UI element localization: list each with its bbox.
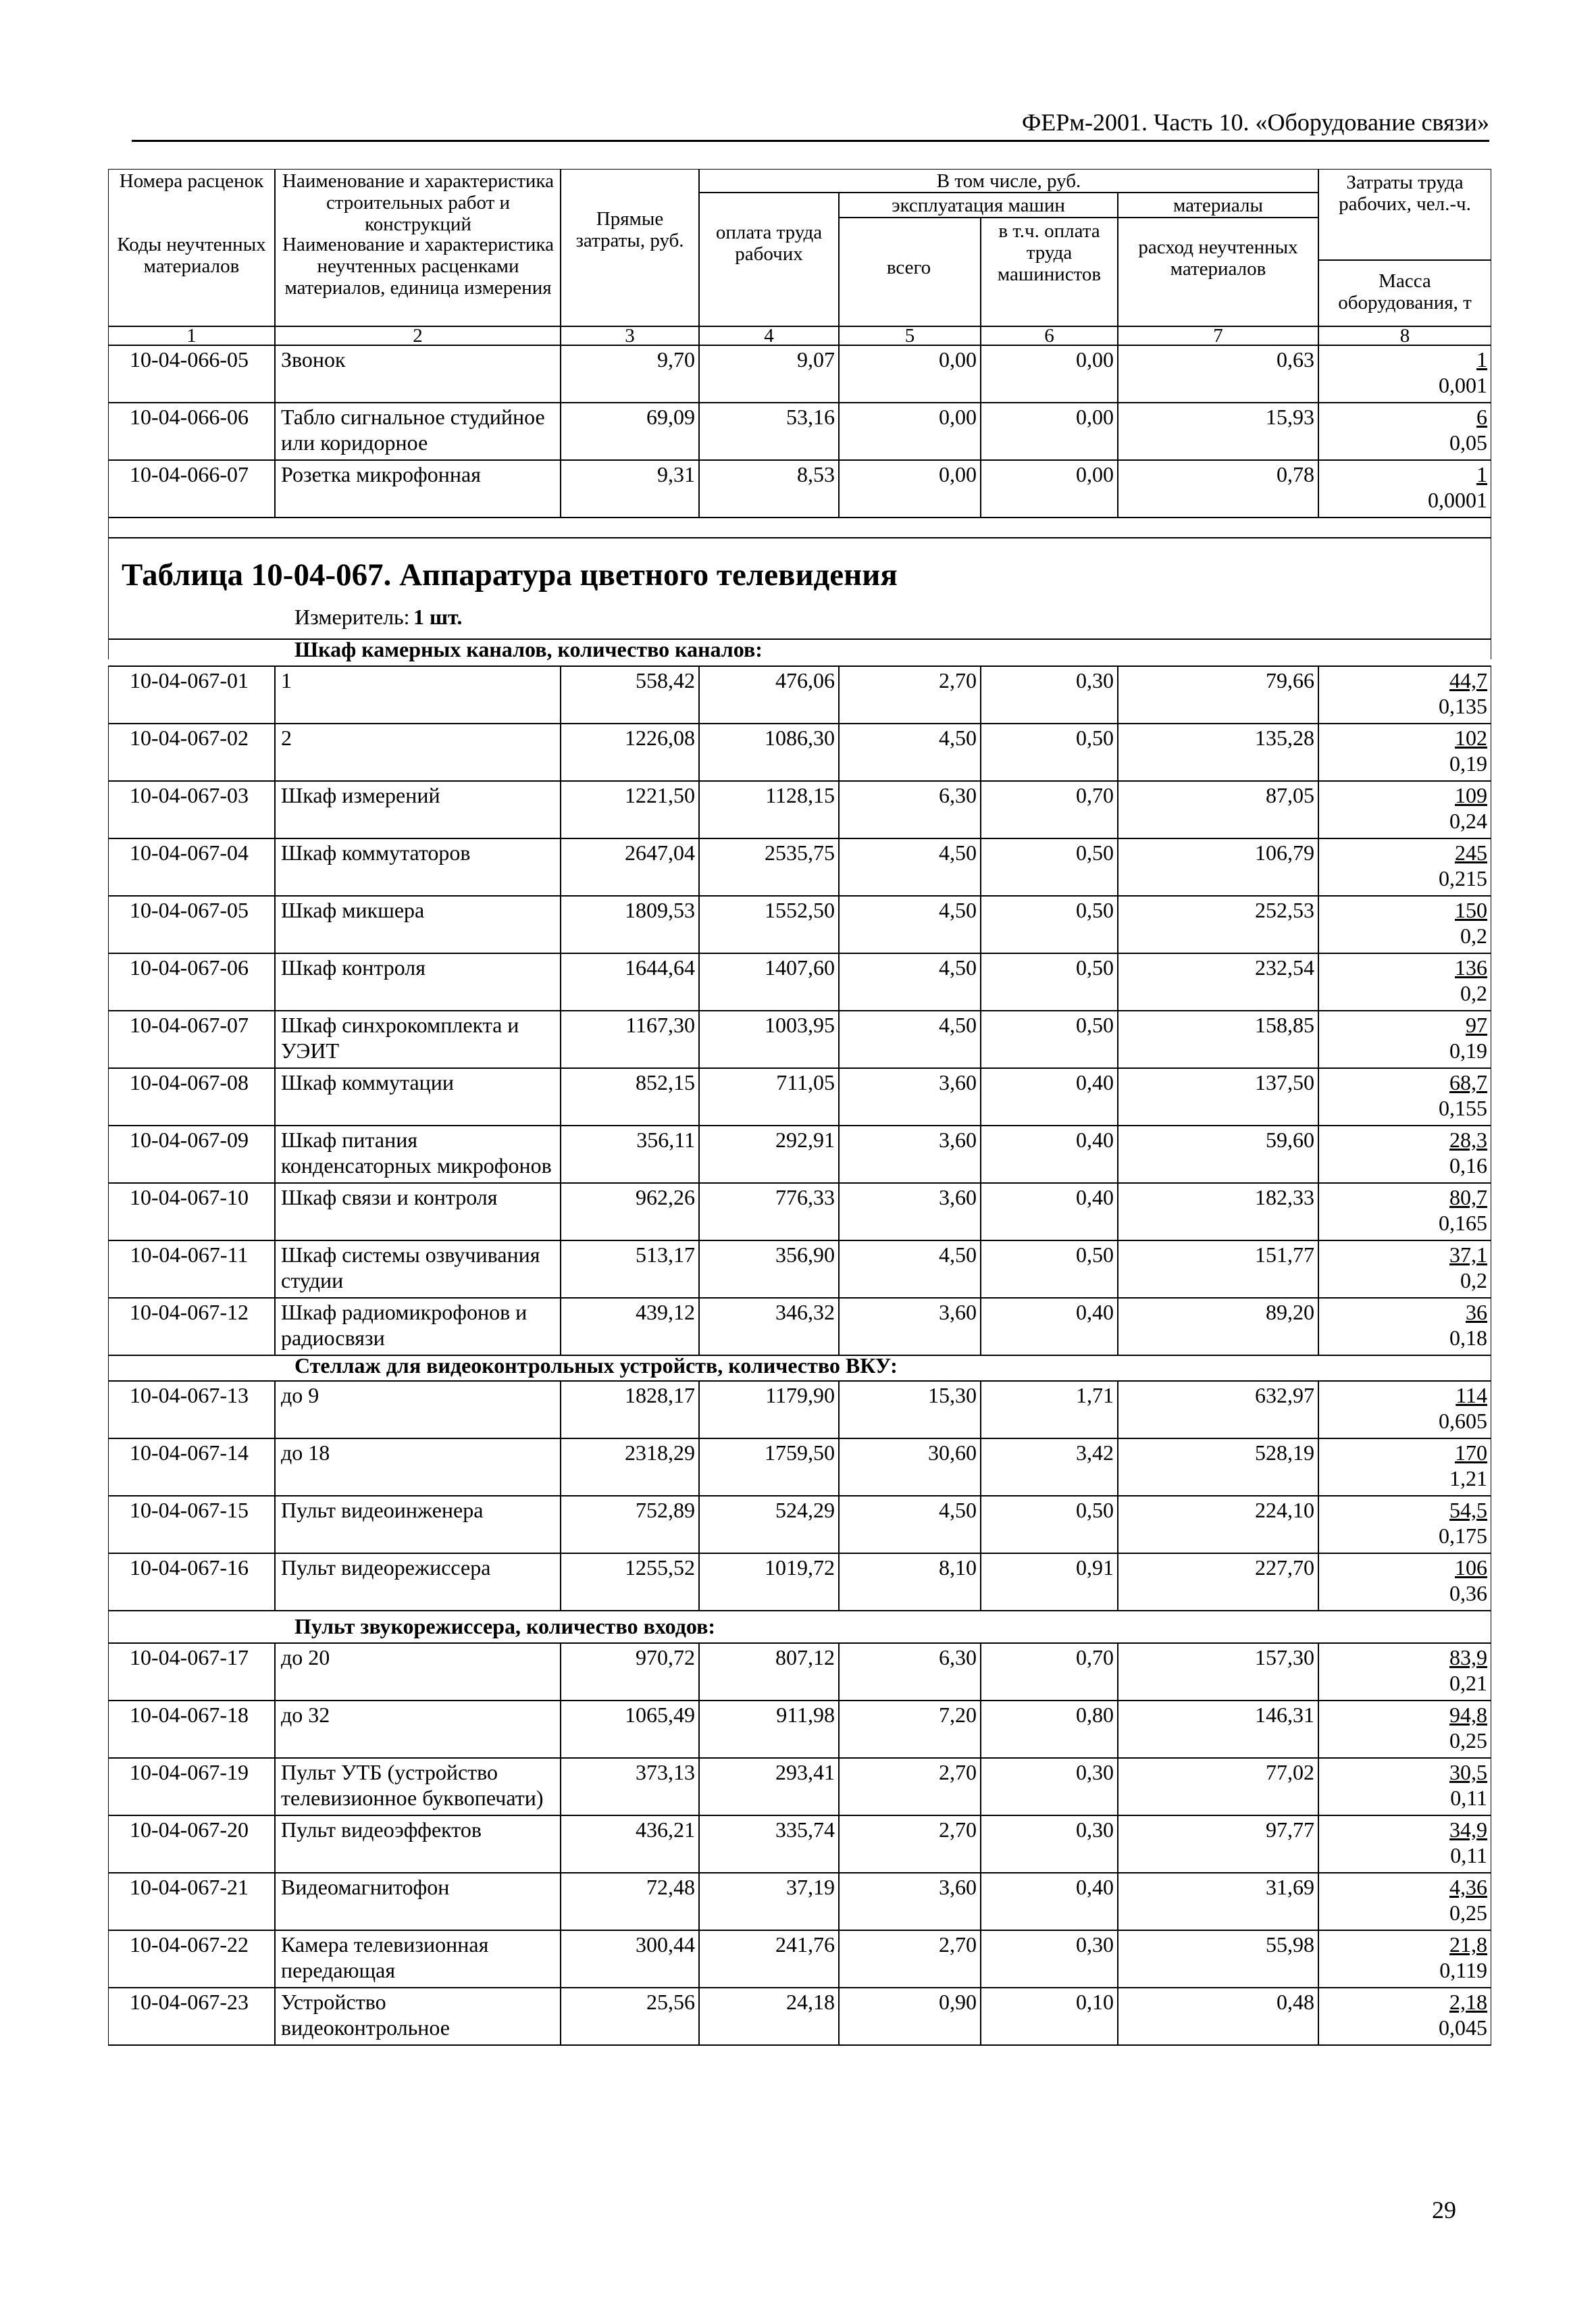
running-header: ФЕРм-2001. Часть 10. «Оборудование связи» bbox=[1021, 109, 1489, 136]
rate-machines: 0,00 bbox=[939, 405, 977, 429]
rate-mass: 0,045 bbox=[1439, 2015, 1487, 2040]
rate-machinists: 0,80 bbox=[1076, 1703, 1114, 1727]
header-direct-costs: Прямые затраты, руб. bbox=[575, 208, 684, 251]
rate-materials: 31,69 bbox=[1266, 1875, 1314, 1899]
header-labor-pay: оплата труда рабочих bbox=[715, 222, 823, 265]
rate-machinists: 0,50 bbox=[1076, 726, 1114, 750]
rate-machines: 8,10 bbox=[939, 1555, 977, 1580]
rate-labor-hours: 68,7 bbox=[1449, 1070, 1487, 1095]
rate-labor-hours: 245 bbox=[1455, 840, 1487, 865]
rate-machines: 6,30 bbox=[939, 783, 977, 807]
rate-materials: 0,63 bbox=[1277, 347, 1314, 372]
rate-machines: 2,70 bbox=[939, 1817, 977, 1842]
header-column-number: 7 bbox=[1213, 325, 1223, 347]
rate-labor-hours: 136 bbox=[1455, 955, 1487, 980]
section-cabinets: Шкаф камерных каналов, количество каналов: bbox=[294, 637, 763, 661]
rate-name: Устройство видеоконтрольное bbox=[281, 1990, 450, 2040]
rate-materials: 87,05 bbox=[1266, 783, 1314, 807]
rate-materials: 232,54 bbox=[1255, 955, 1314, 980]
rate-labor-hours: 83,9 bbox=[1449, 1645, 1487, 1669]
header-rule bbox=[132, 140, 1489, 142]
header-work-name: Наименование и характеристика строительных работ и конструкций bbox=[282, 170, 554, 235]
rate-labor-hours: 1 bbox=[1476, 462, 1487, 486]
rate-mass: 0,25 bbox=[1449, 1901, 1487, 1925]
rate-materials: 182,33 bbox=[1255, 1185, 1314, 1209]
rate-materials: 0,78 bbox=[1277, 462, 1314, 486]
rate-materials: 59,60 bbox=[1266, 1128, 1314, 1152]
rate-code: 10-04-067-07 bbox=[130, 1013, 249, 1037]
rate-machinists: 0,40 bbox=[1076, 1875, 1114, 1899]
rate-name: Камера телевизионная передающая bbox=[281, 1932, 489, 1982]
rate-materials: 137,50 bbox=[1255, 1070, 1314, 1095]
rate-labor: 1086,30 bbox=[765, 726, 835, 750]
rate-code: 10-04-067-04 bbox=[130, 840, 249, 865]
rate-mass: 1,21 bbox=[1449, 1466, 1487, 1490]
rate-name: Шкаф связи и контроля bbox=[281, 1185, 498, 1209]
rate-labor: 1407,60 bbox=[765, 955, 835, 980]
rate-mass: 0,21 bbox=[1449, 1671, 1487, 1695]
section-racks: Стеллаж для видеоконтрольных устройств, количество ВКУ: bbox=[294, 1353, 898, 1378]
rate-code: 10-04-067-02 bbox=[130, 726, 249, 750]
rates-table bbox=[108, 169, 1491, 2077]
rate-code: 10-04-067-03 bbox=[130, 783, 249, 807]
rate-labor: 241,76 bbox=[775, 1932, 835, 1957]
rate-name: Пульт УТБ (устройство телевизионное буквопечати) bbox=[281, 1760, 544, 1810]
header-column-number: 8 bbox=[1399, 325, 1410, 347]
rate-mass: 0,2 bbox=[1460, 924, 1487, 948]
rate-labor: 807,12 bbox=[775, 1645, 835, 1669]
rate-mass: 0,25 bbox=[1449, 1728, 1487, 1753]
rate-code: 10-04-067-21 bbox=[130, 1875, 249, 1899]
rate-code: 10-04-067-17 bbox=[130, 1645, 249, 1669]
header-materials: материалы bbox=[1173, 195, 1263, 216]
rate-mass: 0,2 bbox=[1460, 981, 1487, 1005]
rate-direct: 300,44 bbox=[636, 1932, 695, 1957]
table-title: Таблица 10-04-067. Аппаратура цветного телевидения bbox=[122, 557, 898, 593]
page-number: 29 bbox=[1432, 2196, 1456, 2223]
rate-materials: 632,97 bbox=[1255, 1383, 1314, 1407]
rate-mass: 0,215 bbox=[1439, 866, 1487, 890]
rate-code: 10-04-067-13 bbox=[130, 1383, 249, 1407]
header-codes-unaccounted: Коды неучтенных материалов bbox=[117, 234, 266, 277]
rate-machines: 2,70 bbox=[939, 668, 977, 693]
rate-labor: 776,33 bbox=[775, 1185, 835, 1209]
rate-direct: 439,12 bbox=[636, 1300, 695, 1324]
rate-mass: 0,19 bbox=[1449, 1038, 1487, 1063]
rate-labor: 476,06 bbox=[775, 668, 835, 693]
rate-name: до 18 bbox=[281, 1440, 330, 1465]
rate-labor: 24,18 bbox=[786, 1990, 835, 2014]
rate-direct: 2318,29 bbox=[625, 1440, 695, 1465]
rate-labor-hours: 106 bbox=[1455, 1555, 1487, 1580]
rate-machines: 0,00 bbox=[939, 462, 977, 486]
rate-machinists: 0,00 bbox=[1076, 462, 1114, 486]
rate-code: 10-04-067-23 bbox=[130, 1990, 249, 2014]
rate-direct: 356,11 bbox=[636, 1128, 695, 1152]
rate-mass: 0,0001 bbox=[1428, 488, 1487, 512]
rate-machines: 4,50 bbox=[939, 1242, 977, 1267]
rate-labor: 293,41 bbox=[775, 1760, 835, 1784]
rate-labor: 1552,50 bbox=[765, 898, 835, 922]
rate-direct: 1065,49 bbox=[625, 1703, 695, 1727]
rate-labor-hours: 37,1 bbox=[1449, 1242, 1487, 1267]
rate-machines: 6,30 bbox=[939, 1645, 977, 1669]
rate-labor: 9,07 bbox=[797, 347, 835, 372]
rate-labor-hours: 80,7 bbox=[1449, 1185, 1487, 1209]
rate-labor-hours: 114 bbox=[1456, 1383, 1487, 1407]
rate-labor: 53,16 bbox=[786, 405, 835, 429]
rate-mass: 0,165 bbox=[1439, 1211, 1487, 1235]
rate-machinists: 0,50 bbox=[1076, 1242, 1114, 1267]
rate-machinists: 0,00 bbox=[1076, 405, 1114, 429]
rate-machinists: 0,40 bbox=[1076, 1070, 1114, 1095]
rate-mass: 0,24 bbox=[1449, 809, 1487, 833]
rate-code: 10-04-067-08 bbox=[130, 1070, 249, 1095]
rate-direct: 962,26 bbox=[636, 1185, 695, 1209]
rate-code: 10-04-067-18 bbox=[130, 1703, 249, 1727]
rate-machinists: 0,50 bbox=[1076, 840, 1114, 865]
rate-name: Шкаф коммутаторов bbox=[281, 840, 471, 865]
rate-code: 10-04-067-15 bbox=[130, 1498, 249, 1522]
rate-labor-hours: 21,8 bbox=[1449, 1932, 1487, 1957]
rate-direct: 9,70 bbox=[657, 347, 695, 372]
header-column-number: 3 bbox=[625, 325, 635, 347]
rate-labor: 356,90 bbox=[775, 1242, 835, 1267]
rate-code: 10-04-067-10 bbox=[130, 1185, 249, 1209]
rate-direct: 9,31 bbox=[657, 462, 695, 486]
rate-machines: 3,60 bbox=[939, 1875, 977, 1899]
rate-mass: 0,11 bbox=[1450, 1843, 1487, 1867]
rate-labor-hours: 2,18 bbox=[1449, 1990, 1487, 2014]
rate-labor: 346,32 bbox=[775, 1300, 835, 1324]
rate-labor-hours: 28,3 bbox=[1449, 1128, 1487, 1152]
rate-labor-hours: 34,9 bbox=[1449, 1817, 1487, 1842]
rate-machinists: 0,50 bbox=[1076, 898, 1114, 922]
rate-machinists: 0,30 bbox=[1076, 1760, 1114, 1784]
header-rate-numbers: Номера расценок bbox=[119, 170, 264, 192]
rate-direct: 72,48 bbox=[646, 1875, 695, 1899]
rate-code: 10-04-067-12 bbox=[130, 1300, 249, 1324]
rate-direct: 2647,04 bbox=[625, 840, 695, 865]
rate-mass: 0,11 bbox=[1450, 1786, 1487, 1810]
rate-code: 10-04-067-06 bbox=[130, 955, 249, 980]
rate-name: до 20 bbox=[281, 1645, 330, 1669]
rate-code: 10-04-067-09 bbox=[130, 1128, 249, 1152]
rate-machinists: 0,40 bbox=[1076, 1128, 1114, 1152]
rate-labor-hours: 170 bbox=[1455, 1440, 1487, 1465]
rate-direct: 513,17 bbox=[636, 1242, 695, 1267]
meter-label: Измеритель: bbox=[294, 605, 410, 629]
rate-machinists: 0,30 bbox=[1076, 1932, 1114, 1957]
rate-direct: 1226,08 bbox=[625, 726, 695, 750]
rate-materials: 157,30 bbox=[1255, 1645, 1314, 1669]
rate-machines: 2,70 bbox=[939, 1760, 977, 1784]
rate-machines: 4,50 bbox=[939, 898, 977, 922]
rate-labor: 1128,15 bbox=[765, 783, 835, 807]
rate-direct: 1255,52 bbox=[625, 1555, 695, 1580]
rate-machinists: 0,70 bbox=[1076, 783, 1114, 807]
rate-name: Табло сигнальное студийное или коридорное bbox=[281, 405, 545, 455]
rate-labor-hours: 97 bbox=[1466, 1013, 1487, 1037]
header-column-number: 2 bbox=[413, 325, 423, 347]
rate-labor: 711,05 bbox=[776, 1070, 835, 1095]
rate-direct: 1167,30 bbox=[625, 1013, 695, 1037]
rate-code: 10-04-067-14 bbox=[130, 1440, 249, 1465]
rate-direct: 25,56 bbox=[646, 1990, 695, 2014]
rate-labor-hours: 44,7 bbox=[1449, 668, 1487, 693]
rate-name: Шкаф измерений bbox=[281, 783, 440, 807]
header-column-number: 5 bbox=[904, 325, 915, 347]
rate-direct: 1644,64 bbox=[625, 955, 695, 980]
rate-machinists: 0,50 bbox=[1076, 1013, 1114, 1037]
rate-direct: 1221,50 bbox=[625, 783, 695, 807]
rate-machines: 4,50 bbox=[939, 955, 977, 980]
rate-machinists: 0,40 bbox=[1076, 1185, 1114, 1209]
rate-labor: 1179,90 bbox=[765, 1383, 835, 1407]
rate-name: 1 bbox=[281, 668, 292, 693]
rate-materials: 151,77 bbox=[1255, 1242, 1314, 1267]
rate-machinists: 0,30 bbox=[1076, 668, 1114, 693]
rate-name: Пульт видеоинженера bbox=[281, 1498, 484, 1522]
header-column-number: 6 bbox=[1044, 325, 1054, 347]
rate-name: Шкаф радиомикрофонов и радиосвязи bbox=[281, 1300, 527, 1350]
rate-labor: 1003,95 bbox=[765, 1013, 835, 1037]
rate-materials: 89,20 bbox=[1266, 1300, 1314, 1324]
rate-machinists: 0,40 bbox=[1076, 1300, 1114, 1324]
rate-direct: 852,15 bbox=[636, 1070, 695, 1095]
rate-labor: 524,29 bbox=[775, 1498, 835, 1522]
rate-machines: 3,60 bbox=[939, 1185, 977, 1209]
rate-name: Пульт видеорежиссера bbox=[281, 1555, 491, 1580]
rate-machines: 15,30 bbox=[928, 1383, 977, 1407]
rate-machinists: 1,71 bbox=[1076, 1383, 1114, 1407]
rate-machines: 7,20 bbox=[939, 1703, 977, 1727]
header-equipment-mass: Масса оборудования, т bbox=[1338, 270, 1472, 313]
header-material-name: Наименование и характеристика неучтенных расценками материалов, единица измерения bbox=[282, 234, 554, 299]
rate-machinists: 0,00 bbox=[1076, 347, 1114, 372]
rate-machines: 0,90 bbox=[939, 1990, 977, 2014]
rate-name: Видеомагнитофон bbox=[281, 1875, 450, 1899]
rate-name: Шкаф системы озвучивания студии bbox=[281, 1242, 540, 1292]
meter-value: 1 шт. bbox=[413, 605, 463, 629]
rate-name: Шкаф микшера bbox=[281, 898, 425, 922]
rate-direct: 373,13 bbox=[636, 1760, 695, 1784]
rate-code: 10-04-067-22 bbox=[130, 1932, 249, 1957]
rate-mass: 0,2 bbox=[1460, 1268, 1487, 1292]
rate-machines: 30,60 bbox=[928, 1440, 977, 1465]
rate-name: Шкаф контроля bbox=[281, 955, 426, 980]
rate-labor: 1759,50 bbox=[765, 1440, 835, 1465]
rate-code: 10-04-067-20 bbox=[130, 1817, 249, 1842]
section-sound: Пульт звукорежиссера, количество входов: bbox=[294, 1614, 716, 1638]
rate-code: 10-04-066-07 bbox=[130, 462, 249, 486]
header-column-number: 4 bbox=[764, 325, 774, 347]
rate-labor-hours: 102 bbox=[1455, 726, 1487, 750]
rate-machines: 3,60 bbox=[939, 1128, 977, 1152]
rate-materials: 106,79 bbox=[1255, 840, 1314, 865]
rate-direct: 436,21 bbox=[636, 1817, 695, 1842]
rate-name: 2 bbox=[281, 726, 292, 750]
rate-mass: 0,36 bbox=[1449, 1581, 1487, 1605]
rate-mass: 0,155 bbox=[1439, 1096, 1487, 1120]
rate-machinists: 0,10 bbox=[1076, 1990, 1114, 2014]
rate-name: Шкаф коммутации bbox=[281, 1070, 455, 1095]
rate-code: 10-04-067-05 bbox=[130, 898, 249, 922]
rate-labor-hours: 54,5 bbox=[1449, 1498, 1487, 1522]
rate-labor: 37,19 bbox=[786, 1875, 835, 1899]
rate-machines: 4,50 bbox=[939, 1498, 977, 1522]
rate-code: 10-04-067-01 bbox=[130, 668, 249, 693]
rate-labor: 292,91 bbox=[775, 1128, 835, 1152]
rate-direct: 752,89 bbox=[636, 1498, 695, 1522]
rate-labor-hours: 109 bbox=[1455, 783, 1487, 807]
rate-materials: 528,19 bbox=[1255, 1440, 1314, 1465]
rate-direct: 1809,53 bbox=[625, 898, 695, 922]
rate-labor-hours: 94,8 bbox=[1449, 1703, 1487, 1727]
rate-machines: 4,50 bbox=[939, 726, 977, 750]
rate-code: 10-04-066-06 bbox=[130, 405, 249, 429]
header-materials-expense: расход неучтенных материалов bbox=[1138, 236, 1298, 280]
header-labor-costs: Затраты труда рабочих, чел.-ч. bbox=[1339, 172, 1471, 215]
rate-labor: 2535,75 bbox=[765, 840, 835, 865]
rate-direct: 558,42 bbox=[636, 668, 695, 693]
rate-materials: 79,66 bbox=[1266, 668, 1314, 693]
rate-materials: 0,48 bbox=[1277, 1990, 1314, 2014]
rate-mass: 0,175 bbox=[1439, 1524, 1487, 1548]
header-machinists-pay: в т.ч. оплата труда машинистов bbox=[997, 220, 1102, 285]
rate-machines: 2,70 bbox=[939, 1932, 977, 1957]
rate-materials: 224,10 bbox=[1255, 1498, 1314, 1522]
rate-mass: 0,001 bbox=[1439, 373, 1487, 397]
rate-materials: 77,02 bbox=[1266, 1760, 1314, 1784]
rate-mass: 0,16 bbox=[1449, 1153, 1487, 1178]
rate-machines: 3,60 bbox=[939, 1070, 977, 1095]
rate-machinists: 0,50 bbox=[1076, 955, 1114, 980]
rate-name: Звонок bbox=[281, 347, 346, 372]
rate-machinists: 0,30 bbox=[1076, 1817, 1114, 1842]
rate-machines: 4,50 bbox=[939, 840, 977, 865]
header-column-number: 1 bbox=[186, 325, 197, 347]
rate-labor-hours: 30,5 bbox=[1449, 1760, 1487, 1784]
rate-name: Пульт видеоэффектов bbox=[281, 1817, 482, 1842]
rate-code: 10-04-067-19 bbox=[130, 1760, 249, 1784]
rate-labor: 1019,72 bbox=[765, 1555, 835, 1580]
rate-materials: 158,85 bbox=[1255, 1013, 1314, 1037]
rate-materials: 146,31 bbox=[1255, 1703, 1314, 1727]
rate-materials: 97,77 bbox=[1266, 1817, 1314, 1842]
header-machines-total: всего bbox=[886, 257, 931, 278]
rate-labor-hours: 150 bbox=[1455, 898, 1487, 922]
rate-labor-hours: 4,36 bbox=[1449, 1875, 1487, 1899]
rate-name: Шкаф синхрокомплекта и УЭИТ bbox=[281, 1013, 519, 1063]
rate-labor: 8,53 bbox=[797, 462, 835, 486]
rate-labor: 911,98 bbox=[776, 1703, 835, 1727]
rate-name: Шкаф питания конденсаторных микрофонов bbox=[281, 1128, 552, 1178]
rate-labor-hours: 1 bbox=[1476, 347, 1487, 372]
rate-machines: 0,00 bbox=[939, 347, 977, 372]
rate-materials: 135,28 bbox=[1255, 726, 1314, 750]
rate-direct: 970,72 bbox=[636, 1645, 695, 1669]
rate-materials: 227,70 bbox=[1255, 1555, 1314, 1580]
rate-mass: 0,19 bbox=[1449, 751, 1487, 776]
header-machines: эксплуатация машин bbox=[892, 195, 1065, 216]
rate-code: 10-04-067-11 bbox=[130, 1242, 249, 1267]
rate-name: Розетка микрофонная bbox=[281, 462, 481, 486]
header-including: В том числе, руб. bbox=[936, 170, 1081, 192]
rate-machinists: 3,42 bbox=[1076, 1440, 1114, 1465]
rate-materials: 15,93 bbox=[1266, 405, 1314, 429]
rate-code: 10-04-066-05 bbox=[130, 347, 249, 372]
rate-direct: 1828,17 bbox=[625, 1383, 695, 1407]
rate-machinists: 0,91 bbox=[1076, 1555, 1114, 1580]
rate-mass: 0,119 bbox=[1439, 1958, 1487, 1982]
rate-machines: 3,60 bbox=[939, 1300, 977, 1324]
rate-mass: 0,135 bbox=[1439, 694, 1487, 718]
rate-mass: 0,605 bbox=[1439, 1409, 1487, 1433]
rate-labor-hours: 6 bbox=[1476, 405, 1487, 429]
rate-materials: 252,53 bbox=[1255, 898, 1314, 922]
rate-mass: 0,18 bbox=[1449, 1326, 1487, 1350]
rate-mass: 0,05 bbox=[1449, 430, 1487, 455]
rate-labor-hours: 36 bbox=[1466, 1300, 1487, 1324]
rate-name: до 9 bbox=[281, 1383, 319, 1407]
rate-machinists: 0,70 bbox=[1076, 1645, 1114, 1669]
rate-labor: 335,74 bbox=[775, 1817, 835, 1842]
rate-materials: 55,98 bbox=[1266, 1932, 1314, 1957]
rate-code: 10-04-067-16 bbox=[130, 1555, 249, 1580]
rate-machinists: 0,50 bbox=[1076, 1498, 1114, 1522]
rate-name: до 32 bbox=[281, 1703, 330, 1727]
rate-machines: 4,50 bbox=[939, 1013, 977, 1037]
rate-direct: 69,09 bbox=[646, 405, 695, 429]
